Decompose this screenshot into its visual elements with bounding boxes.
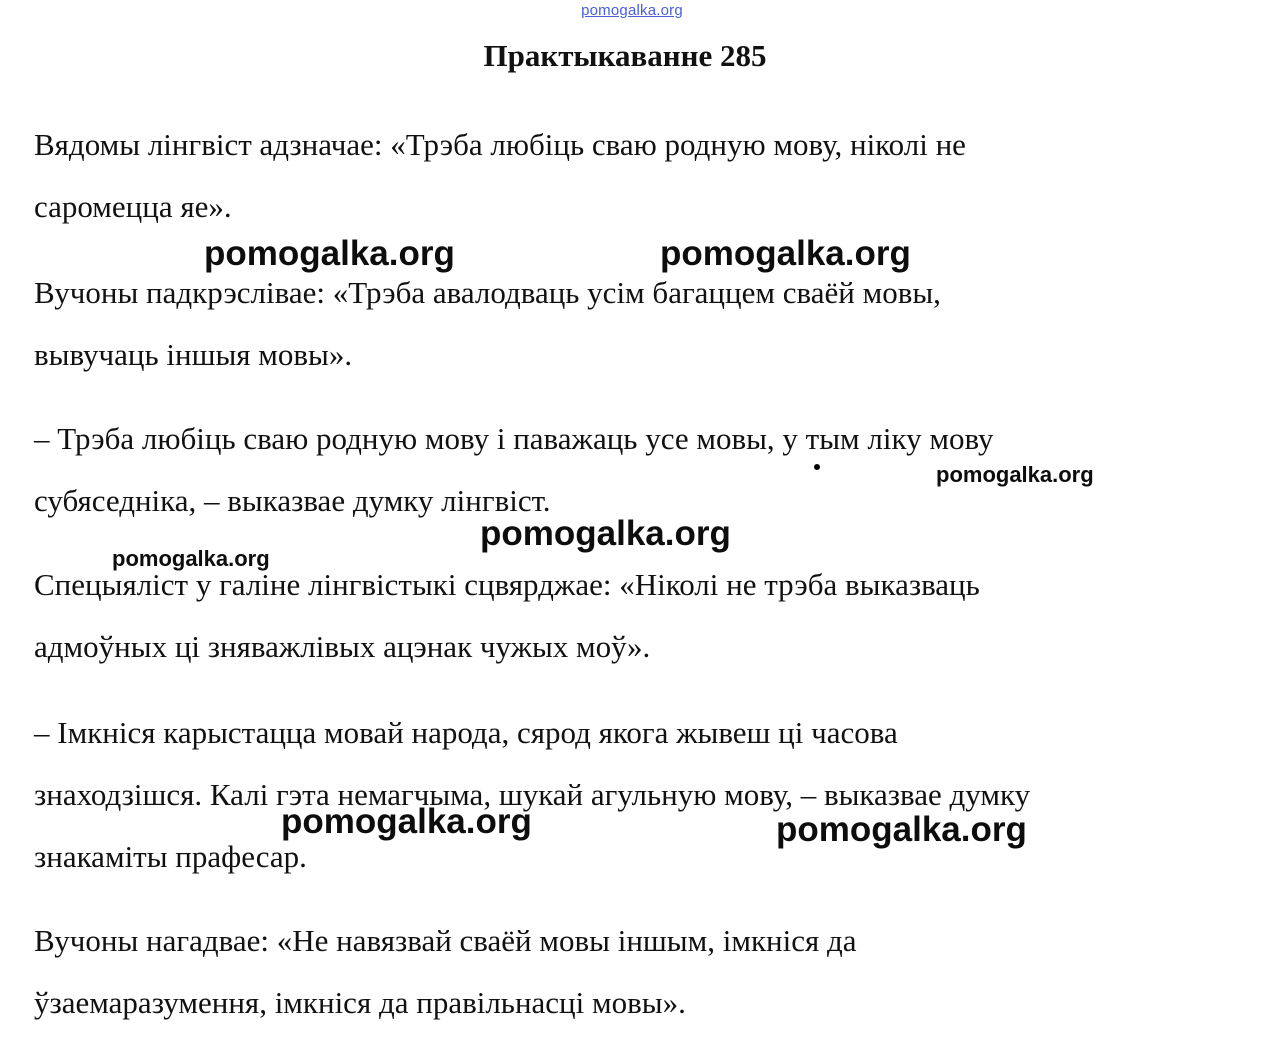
paragraph-5	[34, 702, 1234, 888]
paragraph-line: вывучаць іншыя мовы».	[34, 337, 353, 372]
watermark: pomogalka.org	[480, 514, 731, 553]
watermark: pomogalka.org	[776, 810, 1027, 849]
watermark: pomogalka.org	[936, 462, 1094, 487]
paragraph-line: знакаміты прафесар.	[34, 839, 307, 874]
paragraph-line: Вучоны падкрэслівае: «Трэба авалодваць усім багаццем сваёй мовы,	[34, 275, 941, 310]
watermark: pomogalka.org	[281, 802, 532, 841]
paragraph-line: Вядомы лінгвіст адзначае: «Трэба любіць сваю родную мову, ніколі не	[34, 127, 966, 162]
paragraph-line: адмоўных ці зняважлівых ацэнак чужых моў».	[34, 629, 651, 664]
paragraph-4	[34, 554, 1234, 678]
watermark: pomogalka.org	[660, 234, 911, 273]
paragraph-line: знаходзішся. Калі гэта немагчыма, шукай агульную мову, – выказвае думку	[34, 777, 1031, 812]
paragraph-1	[34, 114, 1234, 238]
paragraph-line: ўзаемаразумення, імкніся да правільнасці мовы».	[34, 985, 686, 1020]
paragraph-line: Вучоны нагадвае: «Не навязвай сваёй мовы іншым, імкніся да	[34, 923, 857, 958]
paragraph-line: субяседніка, – выказвае думку лінгвіст.	[34, 483, 551, 518]
paragraph-line: – Трэба любіць сваю родную мову і паважаць усе мовы, у тым ліку мову	[34, 421, 994, 456]
paragraph-line: Спецыяліст у галіне лінгвістыкі сцвярджае: «Ніколі не трэба выказваць	[34, 567, 980, 602]
paragraph-line: саромецца яе».	[34, 189, 232, 224]
stray-dot	[814, 464, 820, 470]
paragraph-line: – Імкніся карыстацца мовай народа, сярод якога жывеш ці часова	[34, 715, 898, 750]
paragraph-2	[34, 262, 1234, 386]
watermark: pomogalka.org	[204, 234, 455, 273]
paragraph-6	[34, 910, 1234, 1034]
site-link[interactable]: pomogalka.org	[581, 2, 683, 19]
page-title: Практыкаванне 285	[483, 38, 767, 73]
watermark: pomogalka.org	[112, 546, 270, 571]
